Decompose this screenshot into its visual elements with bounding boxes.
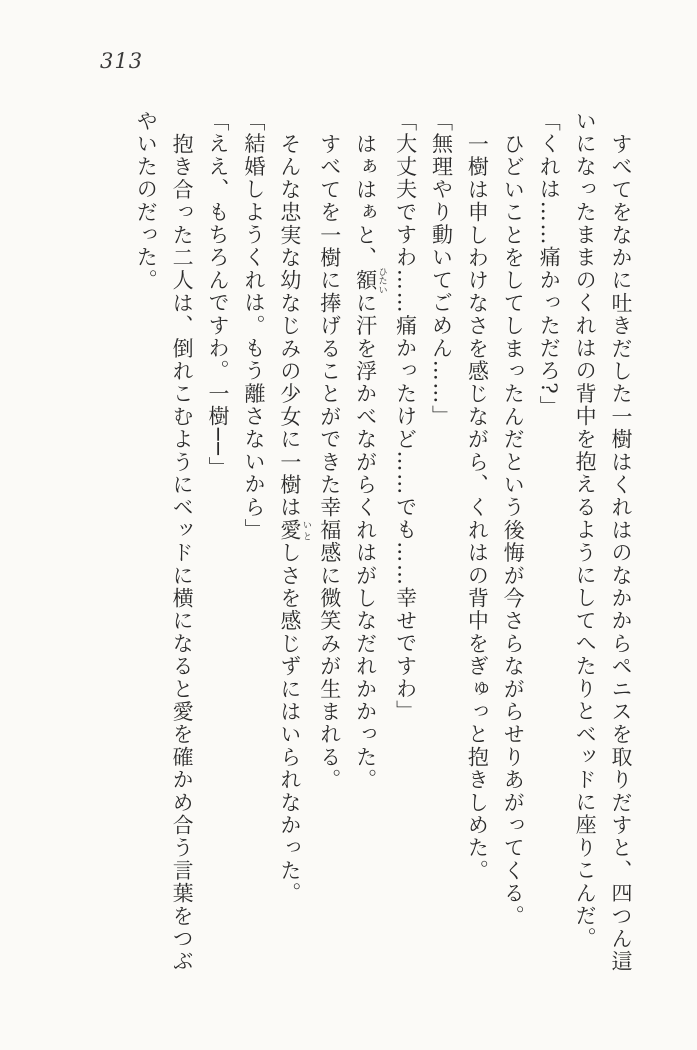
- text-column-block: [127, 110, 638, 978]
- paragraph-11: 「ええ、もちろんですわ。一樹──」: [206, 110, 231, 480]
- paragraph-2: 「くれは……痛かっただろ?」: [537, 110, 562, 419]
- paragraph-7: はぁはぁと、額 ひたいに汗を浮かべながらくれはがしなだれかかった。: [353, 132, 387, 791]
- paragraph-10: 「結婚しようくれは。もう離さないから」: [241, 110, 266, 542]
- paragraph-4: 一樹は申しわけなさを感じながら、くれはの背中をぎゅっと抱きしめた。: [465, 132, 490, 882]
- paragraph-3: ひどいことをしてしまったんだという後悔が今さらながらせりあがってくる。: [501, 132, 526, 928]
- paragraph-1: すべてをなかに吐きだした一樹はくれはのなかからペニスを取りだすと、四つん這いになったままのくれはの背中を抱えるようにしてへたりとベッドに座りこんだ。: [573, 110, 633, 973]
- paragraph-12: 抱き合った二人は、倒れこむようにベッドに横になると愛を確かめ合う言葉をつぶやいたのだった。: [134, 110, 195, 973]
- paragraph-9: そんな忠実な幼なじみの少女に一樹は愛 いとしさを感じずにはいられなかった。: [277, 132, 311, 905]
- page-number: 313: [100, 49, 144, 73]
- paragraph-5: 「無理やり動いてごめん……」: [429, 110, 454, 428]
- furigana: 額 ひたい: [353, 266, 387, 294]
- paragraph-6: 「大丈夫ですわ……痛かったけど……でも……幸せですわ」: [393, 110, 418, 723]
- paragraph-8: すべてを一樹に捧げることができた幸福感に微笑みが生まれる。: [317, 132, 342, 791]
- furigana: 愛 いと: [277, 518, 311, 542]
